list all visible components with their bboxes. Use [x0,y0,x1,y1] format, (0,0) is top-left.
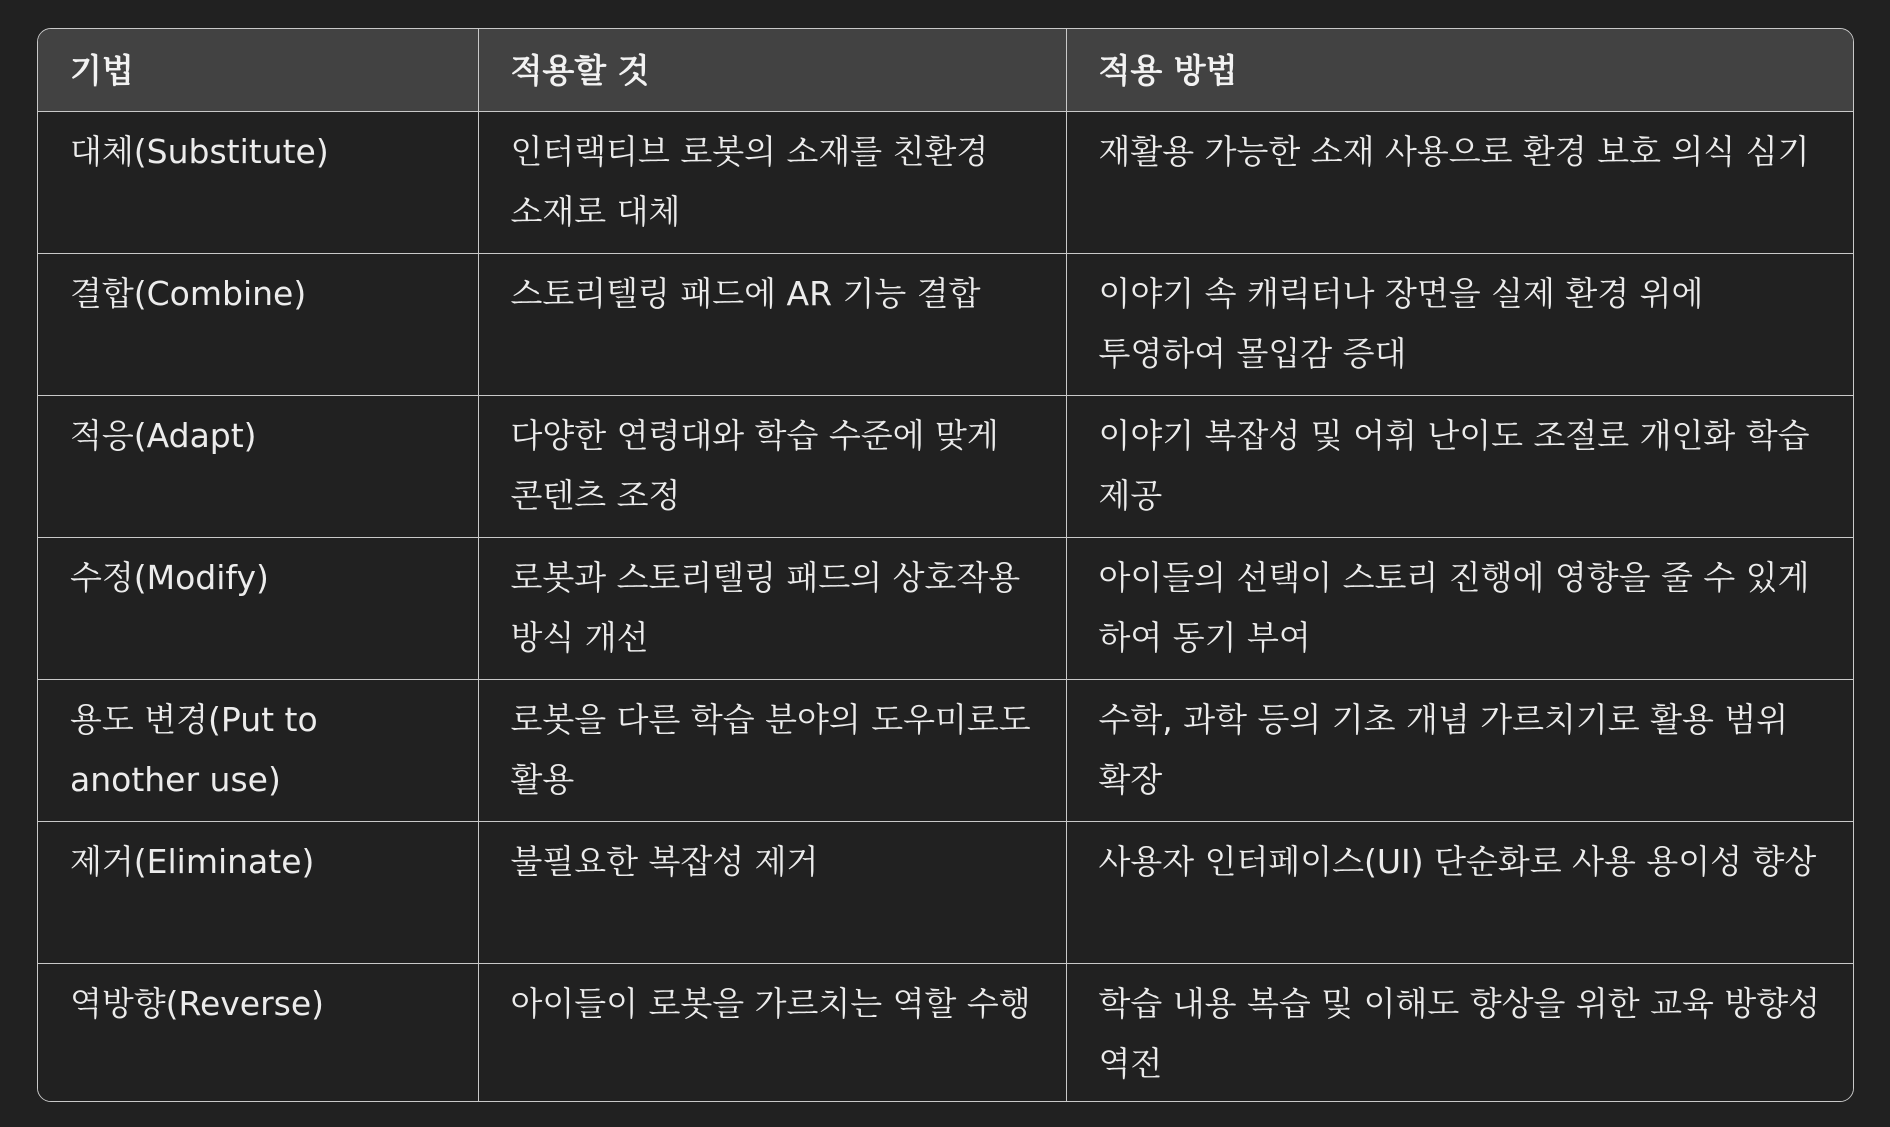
cell-apply: 아이들이 로봇을 가르치는 역할 수행 [478,963,1066,1102]
table-row [38,111,1853,253]
cell-method: 이야기 속 캐릭터나 장면을 실제 환경 위에 투영하여 몰입감 증대 [1066,253,1853,395]
cell-apply: 다양한 연령대와 학습 수준에 맞게 콘텐츠 조정 [478,395,1066,537]
cell-method: 이야기 복잡성 및 어휘 난이도 조절로 개인화 학습 제공 [1066,395,1853,537]
table-row [38,821,1853,963]
cell-technique: 용도 변경(Put to another use) [38,679,478,821]
cell-method: 학습 내용 복습 및 이해도 향상을 위한 교육 방향성 역전 [1066,963,1853,1102]
table-row [38,253,1853,395]
cell-technique: 역방향(Reverse) [38,963,478,1102]
table-row [38,537,1853,679]
table-row [38,963,1853,1102]
cell-method: 아이들의 선택이 스토리 진행에 영향을 줄 수 있게 하여 동기 부여 [1066,537,1853,679]
header-technique: 기법 [38,29,478,111]
cell-technique: 결합(Combine) [38,253,478,395]
table-header-row [38,29,1853,111]
scamper-table-container [37,28,1854,1102]
header-apply: 적용할 것 [478,29,1066,111]
scamper-table [38,29,1853,1102]
table-row [38,679,1853,821]
cell-technique: 수정(Modify) [38,537,478,679]
cell-method: 사용자 인터페이스(UI) 단순화로 사용 용이성 향상 [1066,821,1853,963]
cell-method: 재활용 가능한 소재 사용으로 환경 보호 의식 심기 [1066,111,1853,253]
cell-apply: 불필요한 복잡성 제거 [478,821,1066,963]
cell-apply: 인터랙티브 로봇의 소재를 친환경 소재로 대체 [478,111,1066,253]
table-row [38,395,1853,537]
cell-apply: 로봇과 스토리텔링 패드의 상호작용 방식 개선 [478,537,1066,679]
header-method: 적용 방법 [1066,29,1853,111]
cell-apply: 로봇을 다른 학습 분야의 도우미로도 활용 [478,679,1066,821]
cell-method: 수학, 과학 등의 기초 개념 가르치기로 활용 범위 확장 [1066,679,1853,821]
cell-technique: 적응(Adapt) [38,395,478,537]
cell-apply: 스토리텔링 패드에 AR 기능 결합 [478,253,1066,395]
cell-technique: 제거(Eliminate) [38,821,478,963]
cell-technique: 대체(Substitute) [38,111,478,253]
